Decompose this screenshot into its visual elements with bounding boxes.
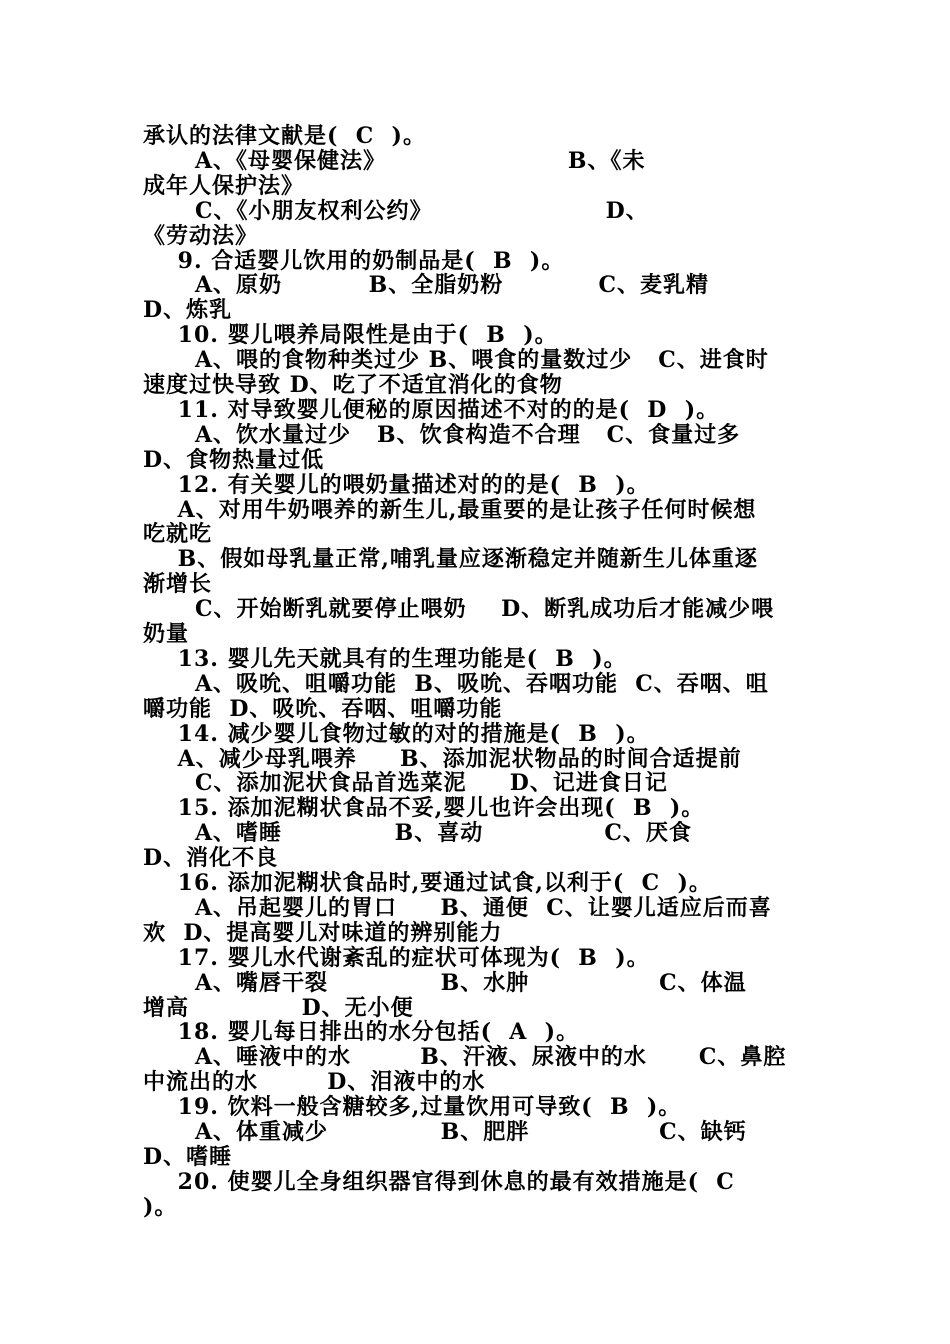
text-line: B、假如母乳量正常,哺乳量应逐渐稳定并随新生儿体重逐: [143, 546, 758, 572]
text-line: A、嗜睡 B、喜动 C、厌食: [143, 820, 692, 846]
text-line: A、对用牛奶喂养的新生儿,最重要的是让孩子任何时候想: [143, 497, 757, 523]
text-line: D、食物热量过低: [143, 447, 325, 473]
text-line: 18. 婴儿每日排出的水分包括( A )。: [143, 1019, 580, 1045]
text-line: A、减少母乳喂养 B、添加泥状物品的时间合适提前: [143, 746, 742, 772]
text-line: )。: [143, 1194, 178, 1220]
text-line: 19. 饮料一般含糖较多,过量饮用可导致( B )。: [143, 1094, 682, 1120]
text-line: A、《母婴保健法》 B、《未: [143, 148, 646, 174]
text-line: 中流出的水 D、泪液中的水: [143, 1069, 486, 1095]
text-line: D、消化不良: [143, 845, 279, 871]
text-line: 《劳动法》: [143, 223, 259, 249]
text-line: D、炼乳: [143, 297, 233, 323]
text-line: 嚼功能 D、吸吮、吞咽、咀嚼功能: [143, 696, 503, 722]
text-line: A、吸吮、咀嚼功能 B、吸吮、吞咽功能 C、吞咽、咀: [143, 671, 769, 697]
text-line: C、《小朋友权利公约》 D、: [143, 198, 649, 224]
text-line: D、嗜睡: [143, 1144, 233, 1170]
text-line: 17. 婴儿水代谢紊乱的症状可体现为( B )。: [143, 945, 650, 971]
text-line: A、原奶 B、全脂奶粉 C、麦乳精: [143, 272, 709, 298]
text-line: 欢 D、提高婴儿对味道的辨别能力: [143, 920, 503, 946]
text-line: 14. 减少婴儿食物过敏的对的措施是( B )。: [143, 721, 650, 747]
text-line: 吃就吃: [143, 521, 213, 547]
text-line: 11. 对导致婴儿便秘的原因描述不对的的是( D )。: [143, 397, 720, 423]
text-line: 渐增长: [143, 571, 213, 597]
text-line: A、体重减少 B、肥胖 C、缺钙: [143, 1119, 747, 1145]
text-line: C、开始断乳就要停止喂奶 D、断乳成功后才能减少喂: [143, 596, 775, 622]
text-line: 16. 添加泥糊状食品时,要通过试食,以利于( C )。: [143, 870, 712, 896]
text-line: 15. 添加泥糊状食品不妥,婴儿也许会出现( B )。: [143, 795, 705, 821]
text-line: 12. 有关婴儿的喂奶量描述对的的是( B )。: [143, 472, 650, 498]
text-line: 成年人保护法》: [143, 173, 305, 199]
text-line: 10. 婴儿喂养局限性是由于( B )。: [143, 322, 558, 348]
text-line: 增高 D、无小便: [143, 995, 414, 1021]
text-line: A、吊起婴儿的胃口 B、通便 C、让婴儿适应后而喜: [143, 895, 772, 921]
text-line: A、喂的食物种类过少 B、喂食的量数过少 C、进食时: [143, 347, 769, 373]
text-line: 速度过快导致 D、吃了不适宜消化的食物: [143, 372, 563, 398]
text-line: A、嘴唇干裂 B、水肿 C、体温: [143, 970, 747, 996]
text-line: 奶量: [143, 621, 190, 647]
text-line: C、添加泥状食品首选菜泥 D、记进食日记: [143, 770, 668, 796]
text-line: A、唾液中的水 B、汗液、尿液中的水 C、鼻腔: [143, 1044, 787, 1070]
text-line: 承认的法律文献是( C )。: [143, 123, 426, 149]
text-line: 20. 使婴儿全身组织器官得到休息的最有效措施是( C: [143, 1169, 735, 1195]
text-line: A、饮水量过少 B、饮食构造不合理 C、食量过多: [143, 422, 741, 448]
text-line: 13. 婴儿先天就具有的生理功能是( B )。: [143, 646, 627, 672]
text-line: 9. 合适婴儿饮用的奶制品是( B )。: [143, 248, 565, 274]
